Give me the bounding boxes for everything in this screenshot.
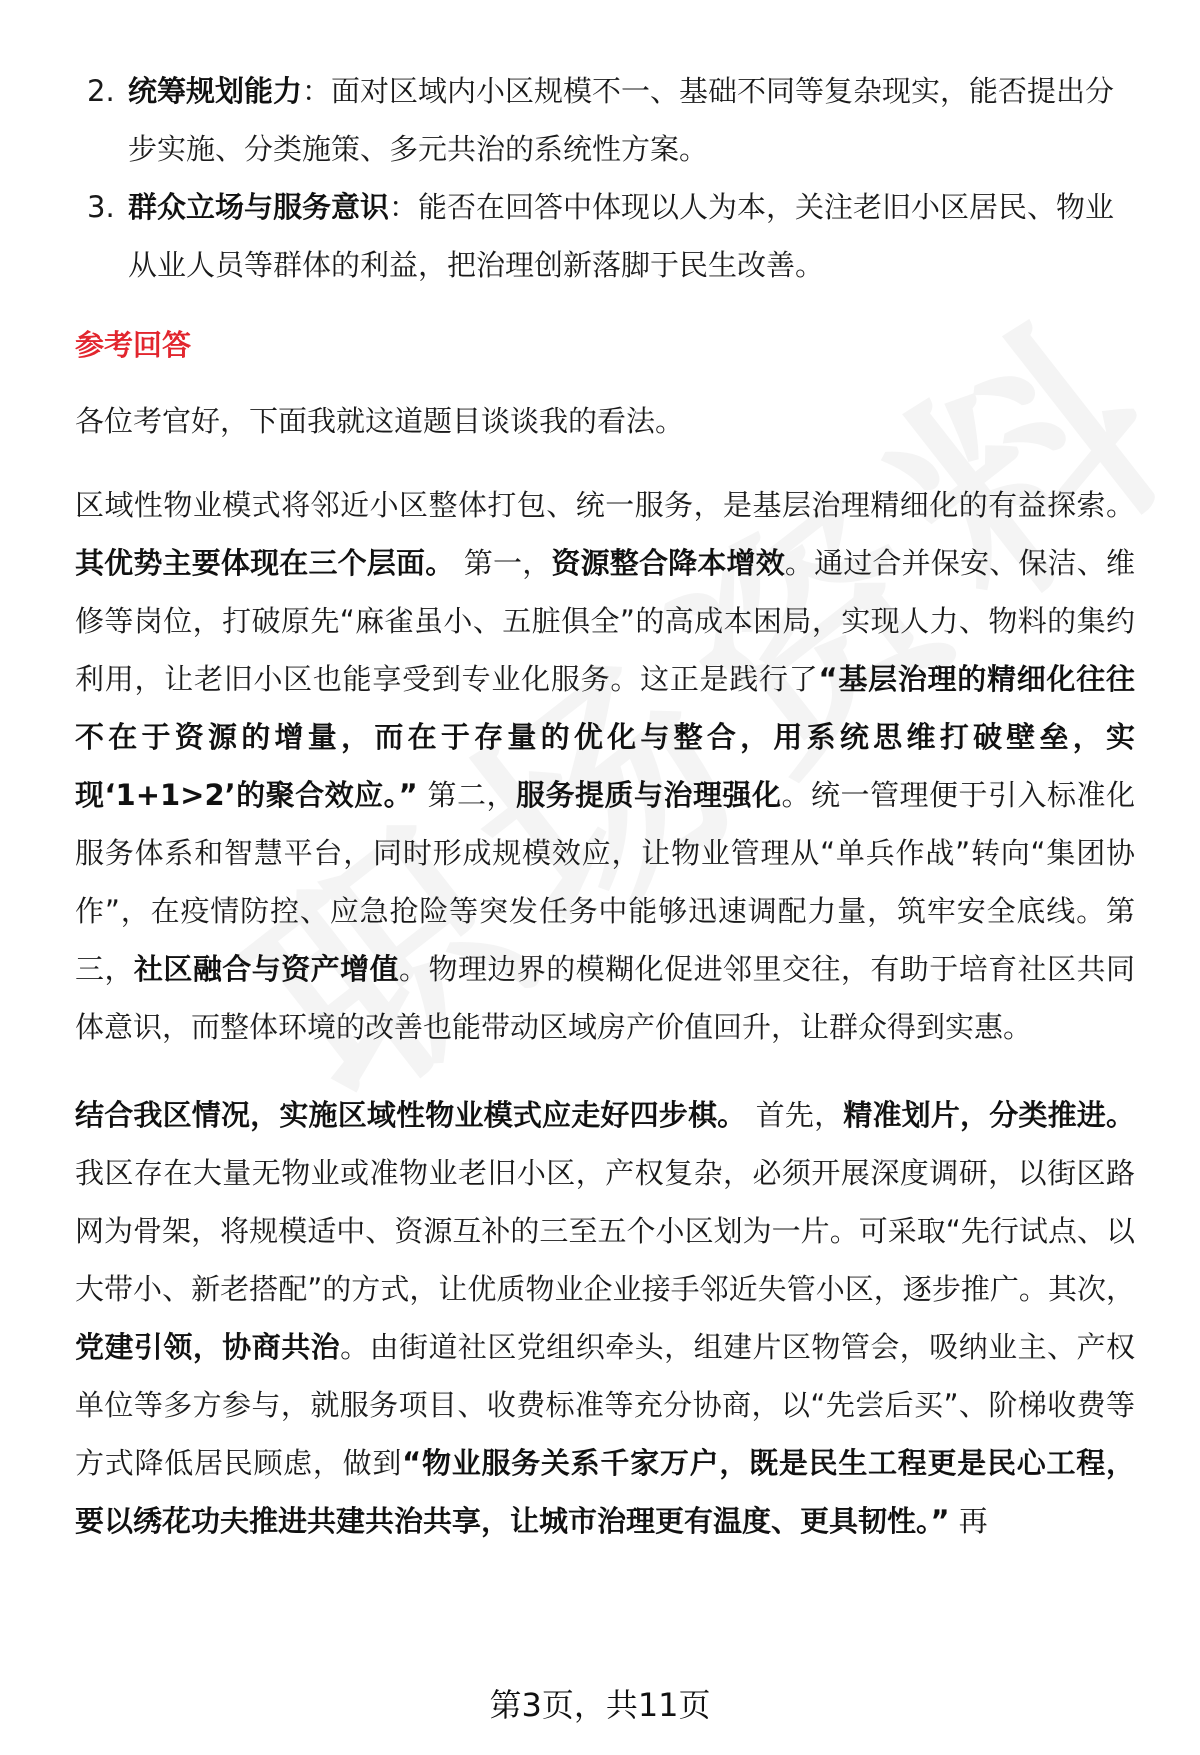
text-run: 第一， <box>454 546 552 580</box>
text-run: 区域性物业模式将邻近小区整体打包、统一服务，是基层治理精细化的有益探索。 <box>75 488 1135 522</box>
list-body <box>128 178 1135 294</box>
text-run: 第二， <box>417 778 516 812</box>
list-text: ：能否在回答中体现以人为本，关注老旧小区居民、物业从业人员等群体的利益，把治理创新落脚于民生改善。 <box>128 190 1115 282</box>
document-content <box>75 62 1135 1580</box>
section-title: 参考回答 <box>75 328 192 362</box>
bold-quote: “基层治理的精细化往往不在于资源的增量，而在于存量的优化与整合，用系统思维打破壁垒，实现‘1+1>2’的聚合效应。” <box>75 662 1135 812</box>
bold-run: 资源整合降本增效 <box>551 546 785 580</box>
text-run: 。由街道社区党组织牵头，组建片区物管会，吸纳业主、产权单位等多方参与，就服务项目、收费标准等充分协商，以“先尝后买”、阶梯收费等方式降低居民顾虑，做到 <box>75 1330 1135 1480</box>
bold-run: 结合我区情况，实施区域性物业模式应走好四步棋。 <box>75 1098 747 1132</box>
page-number-footer: 第3页，共11页 <box>489 1686 711 1724</box>
bold-quote: “物业服务关系千家万户，既是民生工程更是民心工程，要以绣花功夫推进共建共治共享，让城市治理更有温度、更具韧性。” <box>75 1446 1135 1538</box>
list-body <box>128 62 1135 178</box>
bold-run: 服务提质与治理强化 <box>515 778 782 812</box>
list-text: ：面对区域内小区规模不一、基础不同等复杂现实，能否提出分步实施、分类施策、多元共治的系统性方案。 <box>128 74 1115 166</box>
bold-run: 党建引领，协商共治 <box>75 1330 341 1364</box>
list-bold-term: 统筹规划能力 <box>128 74 303 108</box>
list-number: 2. <box>87 74 115 108</box>
paragraph-advantages <box>75 476 1135 1056</box>
text-run: 。通过合并保安、保洁、维修等岗位，打破原先“麻雀虽小、五脏俱全”的高成本困局，实现人力、物料的集约利用，让老旧小区也能享受到专业化服务。这正是践行了 <box>75 546 1135 696</box>
text-run: 。物理边界的模糊化促进邻里交往，有助于培育社区共同体意识，而整体环境的改善也能带动区域房产价值回升，让群众得到实惠。 <box>75 952 1135 1044</box>
text-run: 再 <box>949 1504 988 1538</box>
bold-run: 其优势主要体现在三个层面。 <box>75 546 455 580</box>
list-number: 3. <box>87 190 115 224</box>
list-item <box>75 178 1135 294</box>
paragraph-four-steps <box>75 1086 1135 1550</box>
list-bold-term: 群众立场与服务意识 <box>128 190 390 224</box>
bold-run: 精准划片，分类推进。 <box>843 1098 1135 1132</box>
text-run: 我区存在大量无物业或准物业老旧小区，产权复杂，必须开展深度调研，以街区路网为骨架，将规模适中、资源互补的三至五个小区划为一片。可采取“先行试点、以大带小、新老搭配”的方式，让优质物业企业接手邻近失管小区，逐步推广。其次， <box>75 1156 1135 1306</box>
greeting-paragraph: 各位考官好，下面我就这道题目谈谈我的看法。 <box>75 404 685 438</box>
list-item <box>75 62 1135 178</box>
bold-run: 社区融合与资产增值 <box>133 952 400 986</box>
text-run: 。统一管理便于引入标准化服务体系和智慧平台，同时形成规模效应，让物业管理从“单兵作战”转向“集团协作”，在疫情防控、应急抢险等突发任务中能够迅速调配力量，筑牢安全底线。第三， <box>75 778 1135 986</box>
text-run: 首先， <box>746 1098 844 1132</box>
